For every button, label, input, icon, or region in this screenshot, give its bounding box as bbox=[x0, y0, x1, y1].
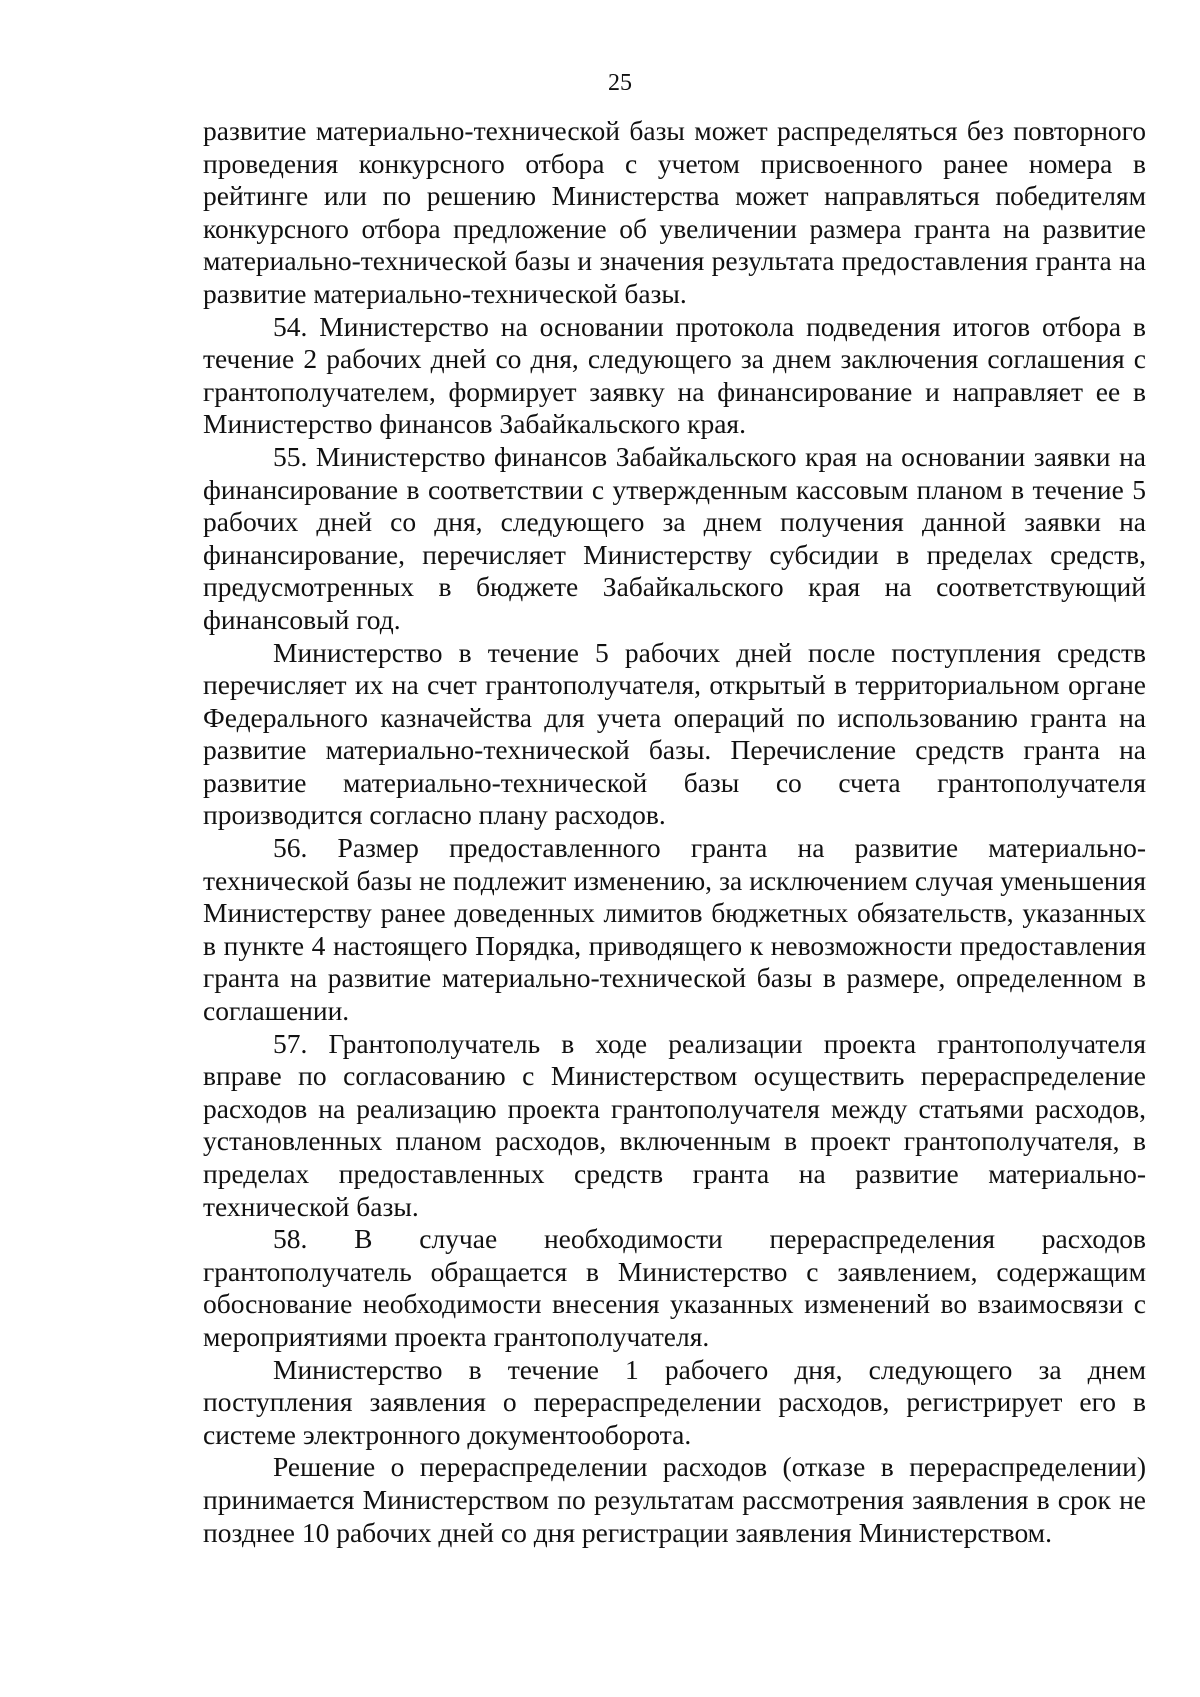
paragraph-55: 55. Министерство финансов Забайкальского края на основании заявки на финансирование в соответствии с утвержденным кассовым планом в течение 5 рабочих дней со дня, следующего за днем получения данной заявки на финансирование, перечисляет Министерству субсидии в пределах средств, предусмотренных в бюджете Забайкальского края на соответствующий финансовый год. bbox=[203, 440, 1146, 635]
paragraph-58-decision: Решение о перераспределении расходов (отказе в перераспределении) принимается Министерством по результатам рассмотрения заявления в срок не позднее 10 рабочих дней со дня регистрации заявления Министерством. bbox=[203, 1451, 1146, 1548]
page-number: 25 bbox=[608, 70, 632, 96]
paragraph-56: 56. Размер предоставленного гранта на развитие материально-технической базы не подлежит изменению, за исключением случая уменьшения Министерству ранее доведенных лимитов бюджетных обязательств, указанных в пункте 4 настоящего Порядка, приводящего к невозможности предоставления гранта на развитие материально-технической базы в размере, определенном в соглашении. bbox=[203, 832, 1146, 1027]
paragraph-57: 57. Грантополучатель в ходе реализации проекта грантополучателя вправе по согласованию с Министерством осуществить перераспределение расходов на реализацию проекта грантополучателя между статьями расходов, установленных планом расходов, включенным в проект грантополучателя, в пределах предоставленных средств гранта на развитие материально-технической базы. bbox=[203, 1027, 1146, 1222]
paragraph-58-registration: Министерство в течение 1 рабочего дня, следующего за днем поступления заявления о перераспределении расходов, регистрирует его в системе электронного документооборота. bbox=[203, 1353, 1146, 1450]
paragraph-54: 54. Министерство на основании протокола подведения итогов отбора в течение 2 рабочих дней со дня, следующего за днем заключения соглашения с грантополучателем, формирует заявку на финансирование и направляет ее в Министерство финансов Забайкальского края. bbox=[203, 310, 1146, 440]
document-body bbox=[203, 115, 1146, 1549]
paragraph-continuation: развитие материально-технической базы может распределяться без повторного проведения конкурсного отбора с учетом присвоенного ранее номера в рейтинге или по решению Министерства может направляться победителям конкурсного отбора предложение об увеличении размера гранта на развитие материально-технической базы и значения результата предоставления гранта на развитие материально-технической базы. bbox=[203, 115, 1146, 309]
paragraph-58: 58. В случае необходимости перераспределения расходов грантополучатель обращается в Министерство с заявлением, содержащим обоснование необходимости внесения указанных изменений во взаимосвязи с мероприятиями проекта грантополучателя. bbox=[203, 1223, 1146, 1352]
paragraph-55-transfer: Министерство в течение 5 рабочих дней после поступления средств перечисляет их на счет грантополучателя, открытый в территориальном органе Федерального казначейства для учета операций по использованию гранта на развитие материально-технической базы. Перечисление средств гранта на развитие материально-технической базы со счета грантополучателя производится согласно плану расходов. bbox=[203, 636, 1146, 831]
